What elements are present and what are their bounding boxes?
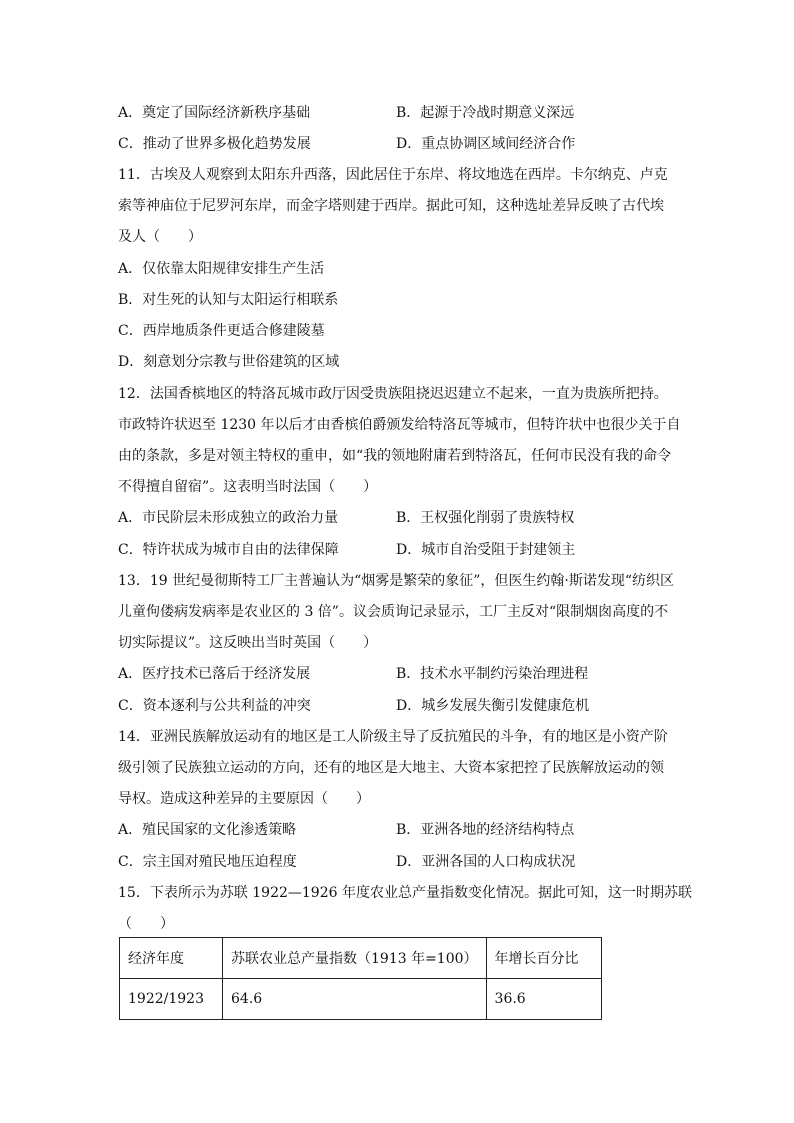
q15-stem-line-1: 15．下表所示为苏联 1922—1926 年度农业总产量指数变化情况。据此可知，这一时期苏联 — [118, 885, 692, 901]
q14-stem-line-2: 级引领了民族独立运动的方向，还有的地区是大地主、大资本家把控了民族解放运动的领 — [118, 760, 664, 776]
q10-option-d: D．重点协调区域间经济合作 — [396, 136, 576, 152]
q12-option-d: D．城市自治受阻于封建领主 — [396, 542, 576, 558]
q14-stem-line-1: 14．亚洲民族解放运动有的地区是工人阶级主导了反抗殖民的斗争，有的地区是小资产阶 — [118, 729, 668, 745]
q13-option-b: B．技术水平制约污染治理进程 — [396, 666, 589, 682]
q13-stem-line-2: 儿童佝偻病发病率是农业区的 3 倍”。议会质询记录显示，工厂主反对“限制烟囱高度的不 — [118, 604, 669, 620]
q12-stem-line-1: 12．法国香槟地区的特洛瓦城市政厅因受贵族阻挠迟迟建立不起来，一直为贵族所把持。 — [118, 386, 668, 402]
table-header-row — [120, 938, 602, 979]
q13-option-a: A．医疗技术已落后于经济发展 — [118, 666, 311, 682]
table-cell: 1922/1923 — [120, 979, 223, 1020]
q13-option-d: D．城乡发展失衡引发健康危机 — [396, 698, 590, 714]
q12-stem-line-4: 不得擅自留宿”。这表明当时法国（ ） — [118, 479, 378, 495]
q10-option-a: A．奠定了国际经济新秩序基础 — [118, 105, 311, 121]
q11-stem-line-2: 索等神庙位于尼罗河东岸，而金字塔则建于西岸。据此可知，这种选址差异反映了古代埃 — [118, 198, 664, 214]
q13-stem-line-3: 切实际提议”。这反映出当时英国（ ） — [118, 635, 378, 651]
q12-option-c: C．特许状成为城市自由的法律保障 — [118, 542, 339, 558]
q11-option-c: C．西岸地质条件更适合修建陵墓 — [118, 323, 325, 339]
q13-stem-line-1: 13．19 世纪曼彻斯特工厂主普遍认为“烟雾是繁荣的象征”，但医生约翰·斯诺发现“纺织区 — [118, 573, 674, 589]
q15-stem-line-2: （ ） — [118, 916, 174, 932]
q14-stem-line-3: 导权。造成这种差异的主要原因（ ） — [118, 791, 370, 807]
q14-option-a: A．殖民国家的文化渗透策略 — [118, 822, 297, 838]
q12-stem-line-3: 由的条款，多是对领主特权的重申，如“我的领地附庸若到特洛瓦，任何市民没有我的命令 — [118, 448, 672, 464]
q12-option-a: A．市民阶层未形成独立的政治力量 — [118, 510, 339, 526]
table-header-cell: 经济年度 — [120, 938, 223, 979]
table-header-cell: 苏联农业总产量指数（1913 年=100） — [223, 938, 487, 979]
q10-option-c: C．推动了世界多极化趋势发展 — [118, 136, 311, 152]
q11-stem-line-1: 11．古埃及人观察到太阳东升西落，因此居住于东岸、将坟地选在西岸。卡尔纳克、卢克 — [118, 167, 668, 183]
q14-option-c: C．宗主国对殖民地压迫程度 — [118, 854, 297, 870]
q11-option-a: A．仅依靠太阳规律安排生产生活 — [118, 261, 325, 277]
q15-data-table — [119, 937, 602, 1020]
q11-option-d: D．刻意划分宗教与世俗建筑的区域 — [118, 354, 340, 370]
q13-option-c: C．资本逐利与公共利益的冲突 — [118, 698, 311, 714]
q11-stem-line-3: 及人（ ） — [118, 229, 202, 245]
table-row — [120, 979, 602, 1020]
q10-option-b: B．起源于冷战时期意义深远 — [396, 105, 575, 121]
q14-option-d: D．亚洲各国的人口构成状况 — [396, 854, 576, 870]
q12-option-b: B．王权强化削弱了贵族特权 — [396, 510, 575, 526]
table-header-cell: 年增长百分比 — [486, 938, 601, 979]
q14-option-b: B．亚洲各地的经济结构特点 — [396, 822, 575, 838]
q11-option-b: B．对生死的认知与太阳运行相联系 — [118, 292, 339, 308]
q12-stem-line-2: 市政特许状迟至 1230 年以后才由香槟伯爵颁发给特洛瓦等城市，但特许状中也很少关于自 — [118, 417, 681, 433]
table-cell: 36.6 — [486, 979, 601, 1020]
table-cell: 64.6 — [223, 979, 487, 1020]
